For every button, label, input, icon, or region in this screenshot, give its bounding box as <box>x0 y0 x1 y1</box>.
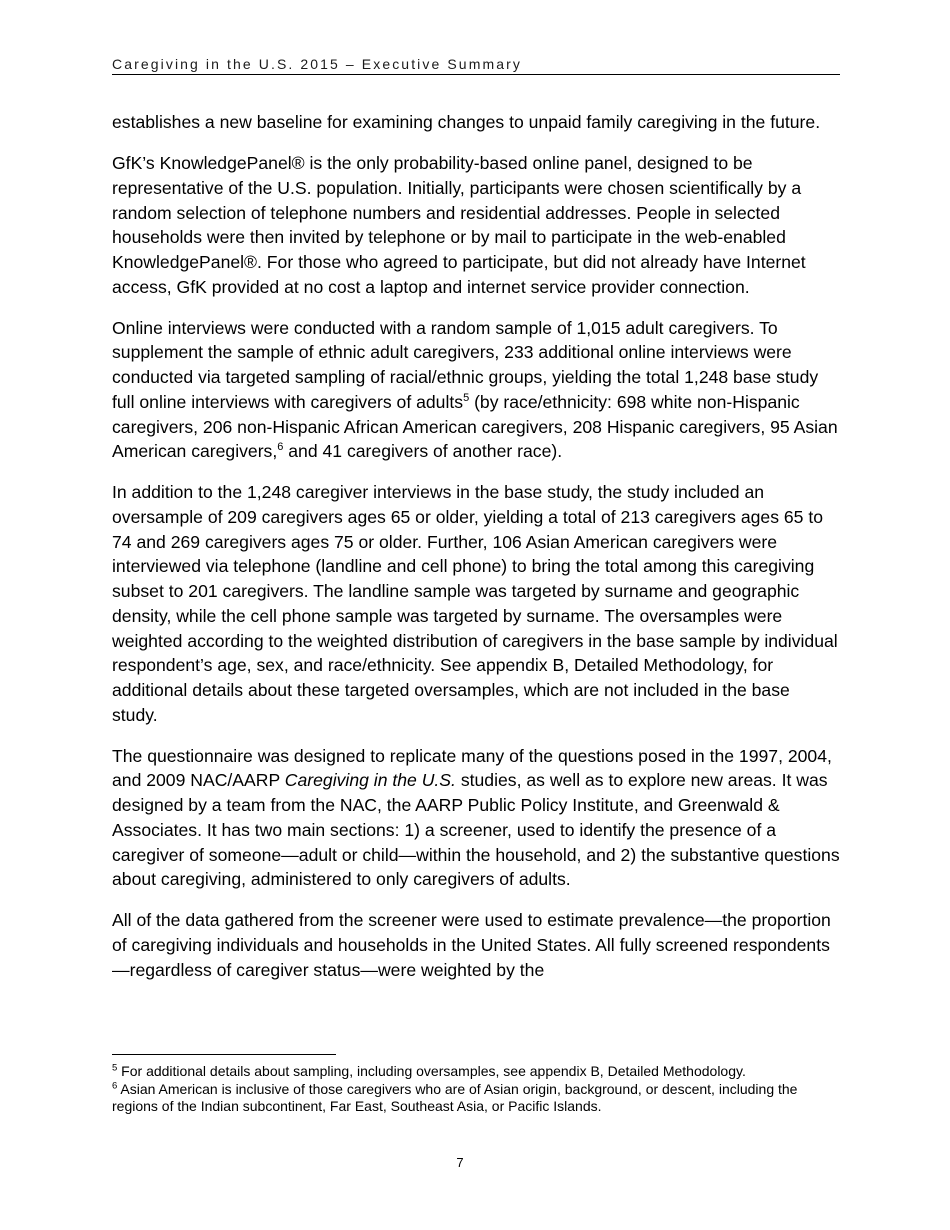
footnote-5-text: For additional details about sampling, including oversamples, see appendix B, Detailed Methodology. <box>117 1063 746 1079</box>
footnote-separator <box>112 1054 336 1055</box>
footnote-6-text: Asian American is inclusive of those caregivers who are of Asian origin, background, or descent, including the regions of the Indian subcontinent, Far East, Southeast Asia, or Pacific Islands. <box>112 1080 798 1115</box>
paragraph-1: establishes a new baseline for examining changes to unpaid family caregiving in the future. <box>112 112 821 132</box>
footnote-6 <box>112 1081 840 1116</box>
study-title-italic: Caregiving in the U.S. <box>284 770 456 791</box>
page-number: 7 <box>456 1155 464 1170</box>
running-header: Caregiving in the U.S. 2015 – Executive Summary <box>112 56 522 72</box>
footnote-5-number: 5 <box>112 1062 118 1074</box>
paragraph-3 <box>112 316 840 464</box>
footnotes <box>112 1063 840 1116</box>
footnote-reference-5: 5 <box>463 391 470 404</box>
paragraph-5-part-b: studies, as well as to explore new areas. It was designed by a team from the NAC, the AARP Public Policy Institute, and Greenwald & Associates. It has two main sections: 1) a screener, used to identify the presence of a caregiver of someone—adult or child—within the household, and 2) the substantive questions about caregiving, administered to only caregivers of adults. <box>112 770 840 890</box>
paragraph-6: All of the data gathered from the screener were used to estimate prevalence—the proportion of caregiving individuals and households in the United States. All fully screened respondents—regardless of caregiver status—were weighted by the <box>112 910 831 980</box>
body-text <box>112 110 840 999</box>
footnote-5 <box>112 1063 840 1081</box>
paragraph-5-part-a: The questionnaire was designed to replicate many of the questions posed in the 1997, 2004, and 2009 NAC/AARP <box>112 745 832 791</box>
header-rule <box>112 74 840 75</box>
footnote-6-number: 6 <box>112 1079 118 1091</box>
paragraph-4: In addition to the 1,248 caregiver interviews in the base study, the study included an oversample of 209 caregivers ages 65 or older, yielding a total of 213 caregivers ages 65 to 74 and 269 caregivers ages 75 or older. Further, 106 Asian American caregivers were interviewed via telephone (landline and cell phone) to bring the total among this caregiving subset to 201 caregivers. The landline sample was targeted by surname and geographic density, while the cell phone sample was targeted by surname. The oversamples were weighted according to the weighted distribution of caregivers in the base sample by individual respondent’s age, sex, and race/ethnicity. See appendix B, Detailed Methodology, for additional details about these targeted oversamples, which are not included in the base study. <box>112 482 838 725</box>
footnote-reference-6: 6 <box>277 441 284 454</box>
paragraph-2: GfK’s KnowledgePanel® is the only probability-based online panel, designed to be representative of the U.S. population. Initially, participants were chosen scientifically by a random selection of telephone numbers and residential addresses. People in selected households were then invited by telephone or by mail to participate in the web-enabled KnowledgePanel®. For those who agreed to participate, but did not already have Internet access, GfK provided at no cost a laptop and internet service provider connection. <box>112 153 806 297</box>
paragraph-5 <box>112 744 840 892</box>
paragraph-3-part-c: and 41 caregivers of another race). <box>283 441 563 462</box>
paragraph-3-part-a: Online interviews were conducted with a random sample of 1,015 adult caregivers. To supplement the sample of ethnic adult caregivers, 233 additional online interviews were conducted via targeted sampling of racial/ethnic groups, yielding the total 1,248 base study full online interviews with caregivers of adults <box>112 317 819 412</box>
paragraph-3-part-b: (by race/ethnicity: 698 white non-Hispanic caregivers, 206 non-Hispanic African American caregivers, 208 Hispanic caregivers, 95 Asian American caregivers, <box>112 391 838 462</box>
